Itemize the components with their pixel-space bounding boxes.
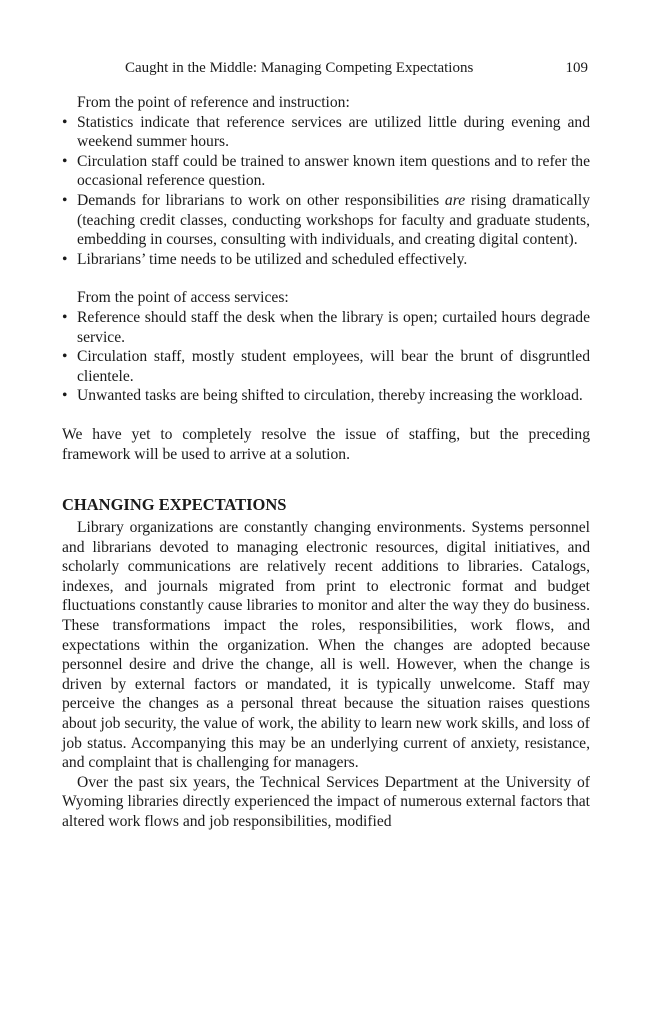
page-number: 109	[565, 60, 588, 76]
reference-intro: From the point of reference and instruction:	[77, 94, 350, 111]
list-item	[62, 250, 590, 270]
list-item	[62, 308, 590, 347]
list-item-text: Circulation staff could be trained to answer known item questions and to refer the occasional reference question.	[77, 152, 590, 190]
bullet-icon: •	[62, 387, 68, 405]
document-page	[62, 0, 590, 832]
list-item-text: rising dramatically (teaching credit classes, conducting workshops for faculty and graduate students, embedding in courses, consulting with individuals, and creating digital content).	[77, 191, 591, 249]
list-item-text: Librarians’ time needs to be utilized and scheduled effectively.	[77, 250, 468, 268]
access-intro: From the point of access services:	[77, 289, 289, 307]
section-heading: CHANGING EXPECTATIONS	[62, 495, 287, 515]
bullet-icon: •	[62, 152, 68, 170]
access-bullet-list	[62, 308, 590, 406]
bullet-icon: •	[62, 308, 68, 326]
list-item-text: Circulation staff, mostly student employees, will bear the brunt of disgruntled clientele.	[77, 348, 590, 385]
list-item	[62, 347, 590, 386]
list-item-text: Demands for librarians to work on other responsibilities	[77, 191, 445, 209]
list-item-text: Unwanted tasks are being shifted to circulation, thereby increasing the workload.	[77, 387, 583, 405]
list-item	[62, 386, 590, 406]
body-paragraph-1: Library organizations are constantly changing environments. Systems personnel and librarians devoted to managing electronic resources, digital initiatives, and scholarly communications are relatively recent additions to libraries. Catalogs, indexes, and journals migrated from print to electronic format and budget fluctuations constantly cause libraries to monitor and alter the way they do business. These transformations impact the roles, responsibilities, work flows, and expectations within the organization. When the changes are adopted because personnel desire and drive the change, all is well. However, when the change is driven by external factors or mandated, it is typically unwelcome. Staff may perceive the changes as a personal threat because the situation raises questions about job security, the value of work, the ability to learn new work skills, and loss of job status. Accompanying this may be an underlying current of anxiety, resistance, and complaint that is challenging for managers.	[62, 519, 590, 772]
list-item	[62, 113, 590, 152]
staffing-paragraph: We have yet to completely resolve the issue of staffing, but the preceding framework will be used to arrive at a solution.	[62, 425, 590, 463]
list-item-text: Reference should staff the desk when the library is open; curtailed hours degrade service.	[77, 308, 590, 346]
bullet-icon: •	[62, 348, 68, 366]
bullet-icon: •	[62, 191, 68, 209]
bullet-icon: •	[62, 250, 68, 268]
emphasis-text: are	[444, 191, 466, 209]
body-paragraph-2: Over the past six years, the Technical Services Department at the University of Wyoming libraries directly experienced the impact of numerous external factors that altered work flows and job responsibilities, modified	[62, 773, 590, 830]
list-item-text: Statistics indicate that reference services are utilized little during evening and weekend summer hours.	[77, 113, 590, 151]
list-item	[62, 191, 590, 250]
bullet-icon: •	[62, 113, 68, 131]
reference-bullet-list	[62, 113, 590, 270]
list-item	[62, 152, 590, 191]
running-header	[62, 58, 590, 78]
running-title: Caught in the Middle: Managing Competing Expectations	[125, 60, 474, 76]
